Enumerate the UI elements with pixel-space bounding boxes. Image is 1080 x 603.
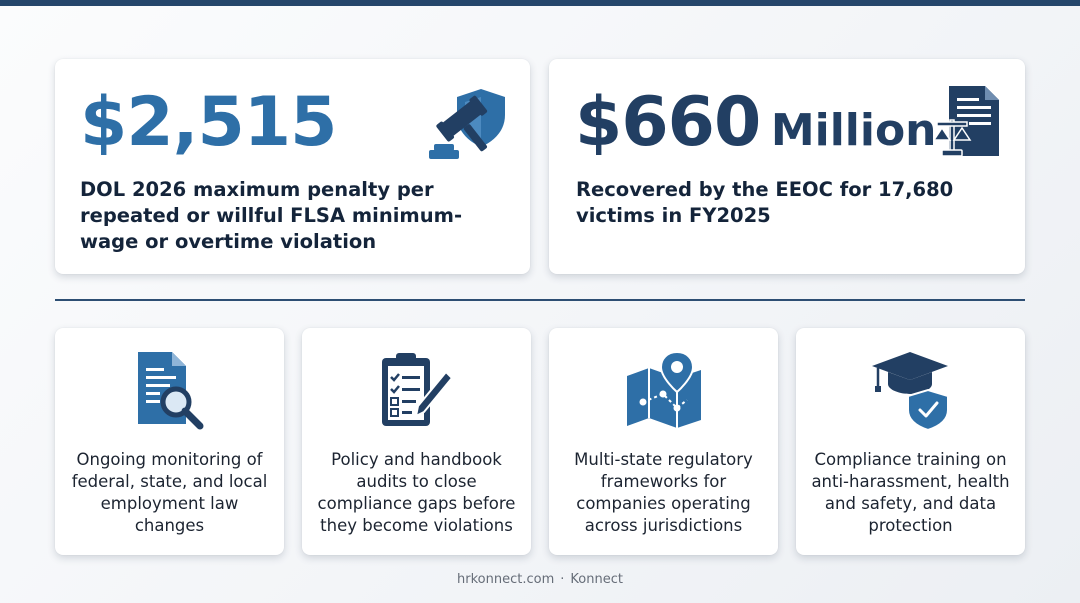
clipboard-checklist-icon [302,350,531,432]
footer-brand: Konnect [570,572,623,587]
stat-value-unit: Million [770,105,937,156]
footer-separator: · [560,572,565,587]
stat-card-penalty [55,59,530,274]
feature-text-audits: Policy and handbook audits to close compliance gaps before they become violations [317,450,516,535]
feature-text-training: Compliance training on anti-harassment, health and safety, and data protection [811,450,1010,535]
stat-value-penalty: $2,515 [80,83,337,162]
map-pin-icon [549,350,778,432]
top-accent-bar [0,0,1080,6]
footer-site: hrkonnect.com [457,572,555,587]
footer [0,572,1080,587]
feature-card-frameworks [549,328,778,555]
graduation-cap-shield-icon [796,350,1025,432]
gavel-shield-icon [423,83,509,163]
stat-value-amount: $660 [575,83,761,162]
feature-text-frameworks: Multi-state regulatory frameworks for companies operating across jurisdictions [574,450,753,535]
feature-card-monitoring [55,328,284,555]
stat-description-penalty: DOL 2026 maximum penalty per repeated or willful FLSA minimum-wage or overtime violation [80,178,463,253]
feature-text-monitoring: Ongoing monitoring of federal, state, and local employment law changes [71,450,268,535]
legal-document-scales-icon [933,84,1003,160]
feature-card-training [796,328,1025,555]
stat-value-recovery [575,83,937,162]
stat-description-recovery: Recovered by the EEOC for 17,680 victims in FY2025 [576,178,954,227]
stat-card-recovery [549,59,1025,274]
document-search-icon [55,350,284,432]
feature-card-audits [302,328,531,555]
section-divider [55,299,1025,301]
